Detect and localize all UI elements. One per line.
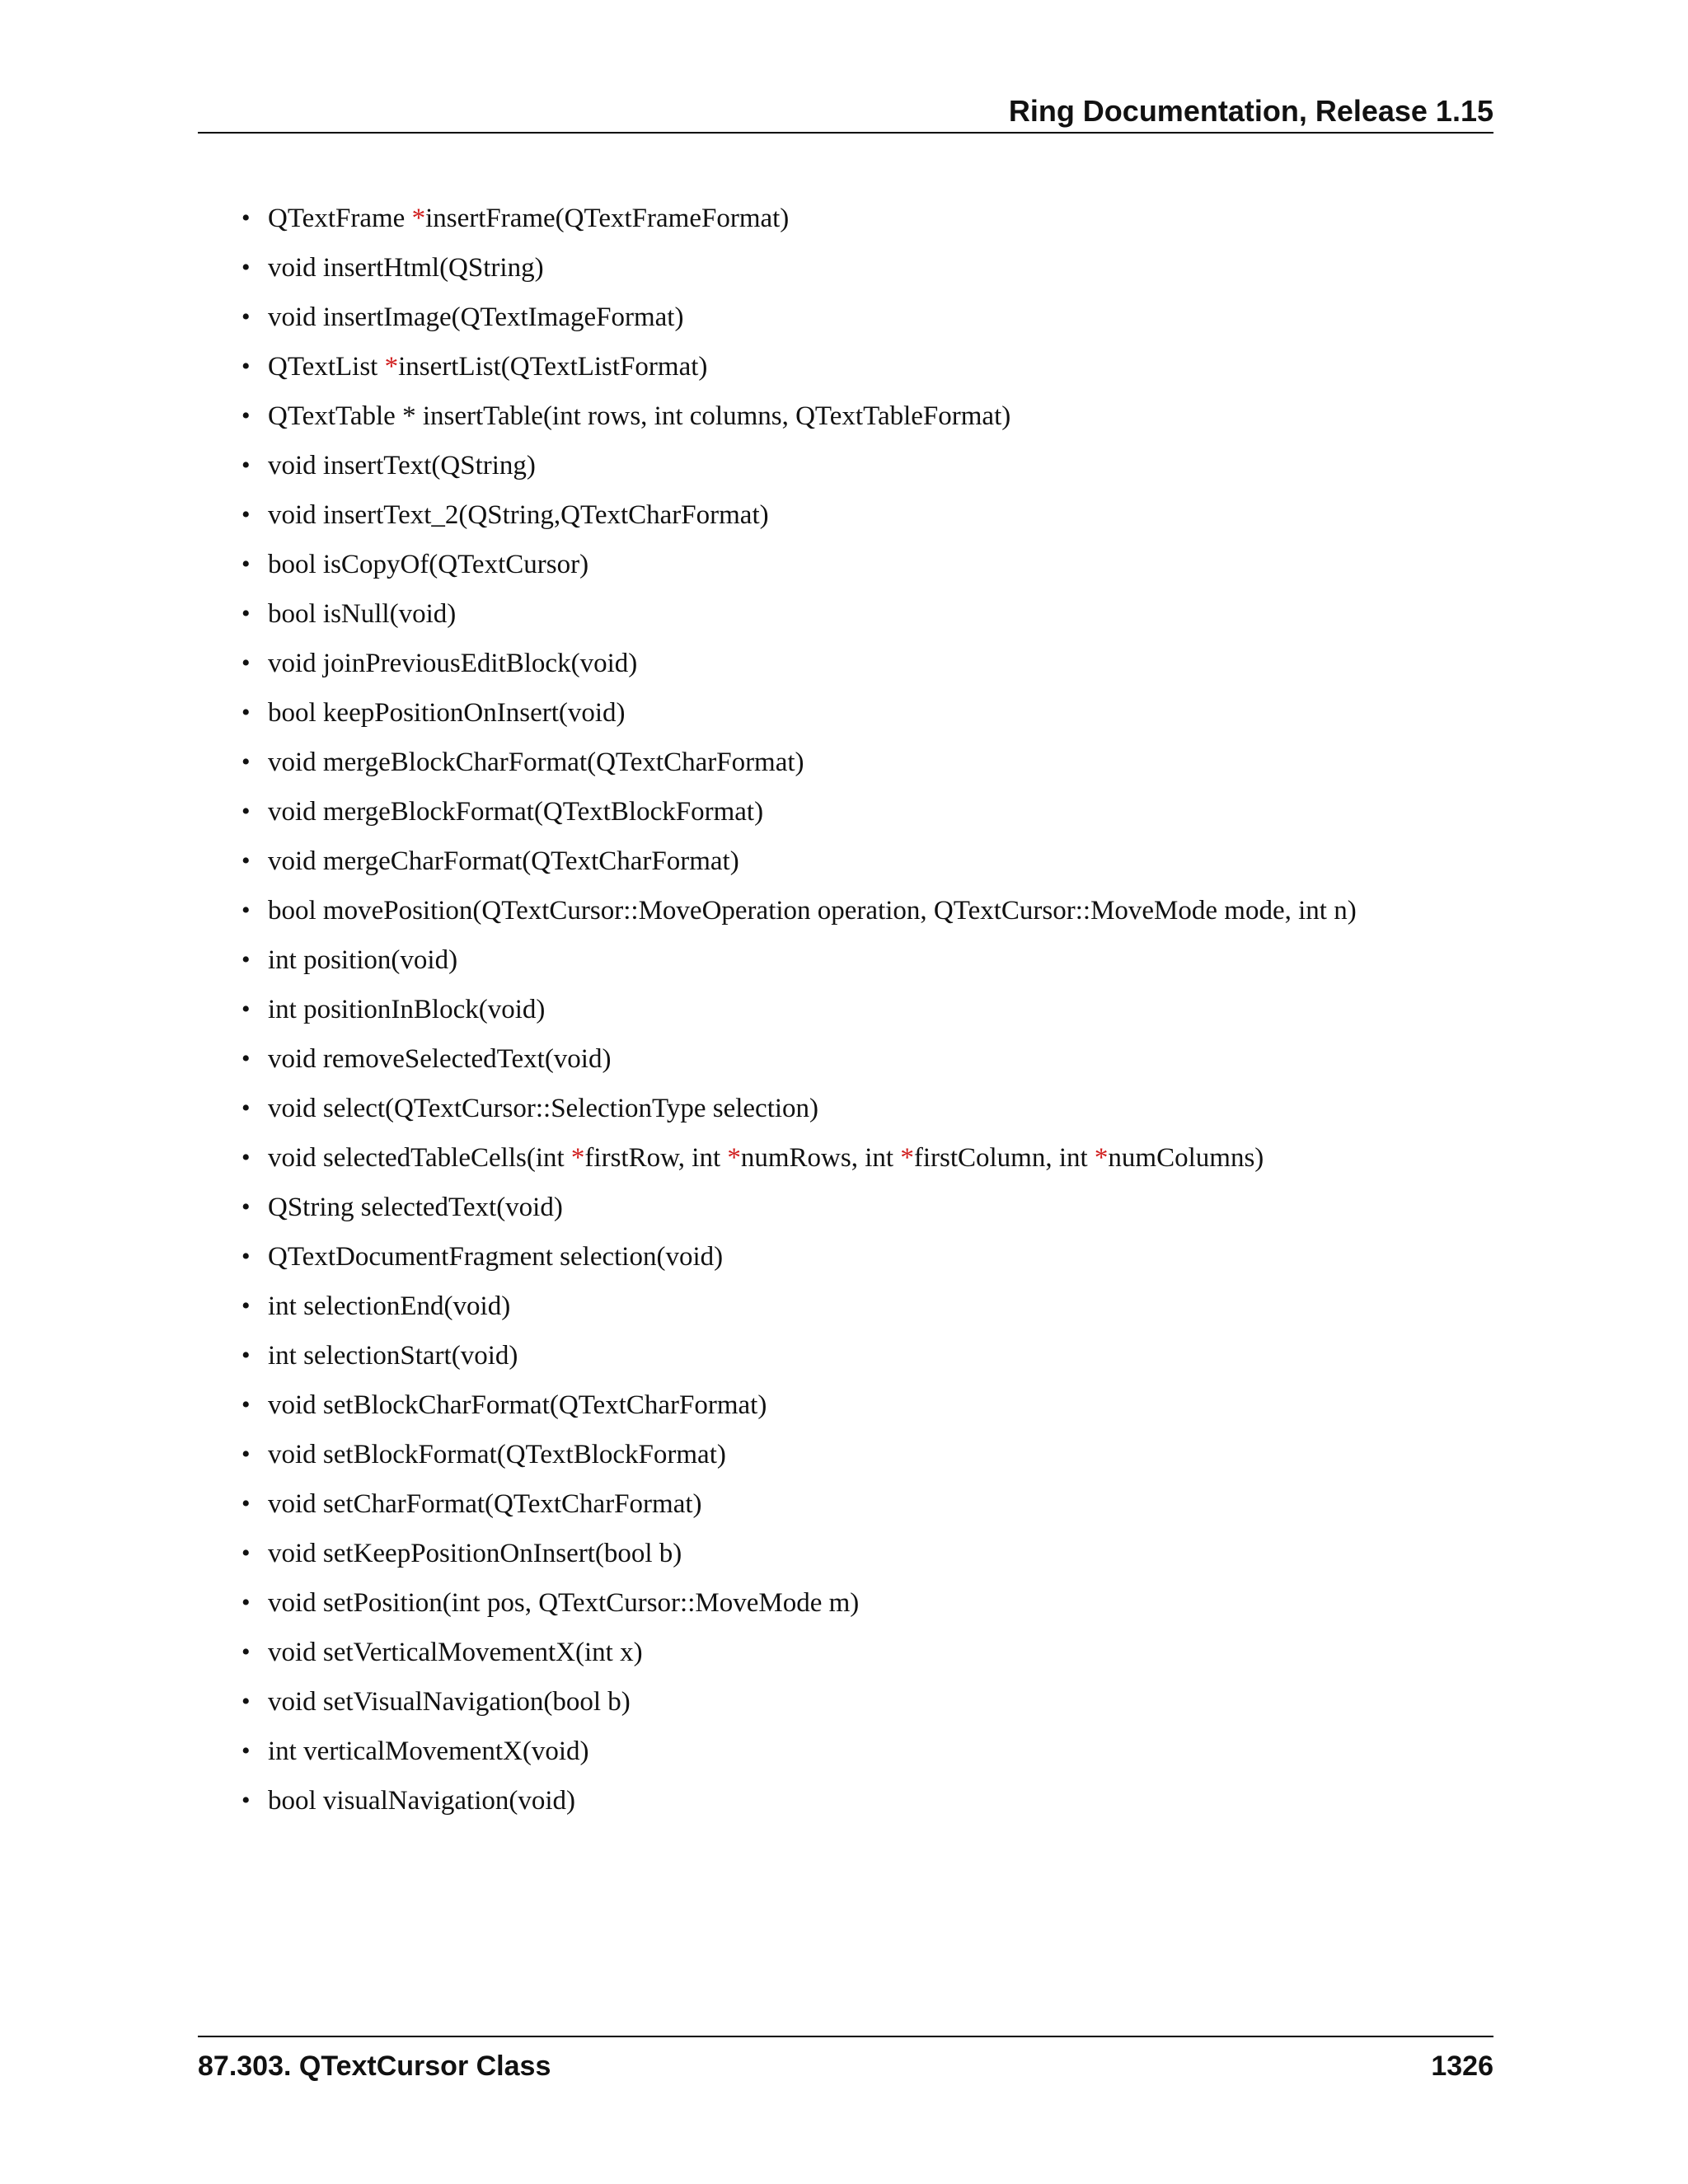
list-item — [239, 1183, 1492, 1232]
list-item — [239, 1727, 1492, 1776]
list-item — [239, 540, 1492, 589]
list-item — [239, 342, 1492, 391]
method-signature-text: QTextDocumentFragment selection(void) — [268, 1242, 724, 1272]
bullet-icon: • — [241, 996, 251, 1023]
list-item — [239, 243, 1492, 293]
method-signature-text: insertList(QTextListFormat) — [398, 352, 708, 382]
bullet-icon: • — [241, 1391, 251, 1418]
list-item — [239, 738, 1492, 787]
bullet-icon: • — [241, 303, 251, 330]
method-signature-text: bool isCopyOf(QTextCursor) — [268, 550, 589, 579]
method-signature-text: void insertText(QString) — [268, 451, 536, 480]
list-item — [239, 1628, 1492, 1677]
method-list — [239, 194, 1492, 1825]
method-signature-text: QTextList — [268, 352, 385, 382]
list-item — [239, 1034, 1492, 1084]
bullet-icon: • — [241, 649, 251, 677]
page-header — [198, 92, 1493, 134]
header-title: Ring Documentation, Release 1.15 — [1008, 94, 1493, 128]
method-signature-text: void setCharFormat(QTextCharFormat) — [268, 1489, 702, 1519]
list-item — [239, 1331, 1492, 1380]
list-item — [239, 1133, 1492, 1183]
footer-section-title: 87.303. QTextCursor Class — [198, 2050, 551, 2082]
list-item — [239, 1677, 1492, 1727]
method-signature-text: void setBlockFormat(QTextBlockFormat) — [268, 1440, 726, 1469]
method-signature-text: int selectionEnd(void) — [268, 1291, 511, 1321]
list-item — [239, 688, 1492, 738]
bullet-icon: • — [241, 1490, 251, 1517]
bullet-icon: • — [241, 1144, 251, 1171]
list-item — [239, 441, 1492, 490]
method-signature-text: numColumns) — [1108, 1143, 1264, 1173]
bullet-icon: • — [241, 1787, 251, 1814]
list-item — [239, 293, 1492, 342]
bullet-icon: • — [241, 1342, 251, 1369]
method-signature-text: firstColumn, int — [913, 1143, 1095, 1173]
method-signature-text: bool isNull(void) — [268, 599, 457, 629]
pointer-asterisk: * — [570, 1143, 585, 1173]
list-item — [239, 1084, 1492, 1133]
page-content — [239, 194, 1492, 1825]
list-item — [239, 1578, 1492, 1628]
bullet-icon: • — [241, 1045, 251, 1072]
bullet-icon: • — [241, 1688, 251, 1715]
method-signature-text: int selectionStart(void) — [268, 1341, 518, 1371]
list-item — [239, 1479, 1492, 1529]
method-signature-text: void mergeCharFormat(QTextCharFormat) — [268, 846, 739, 876]
bullet-icon: • — [241, 847, 251, 874]
method-signature-text: bool movePosition(QTextCursor::MoveOperation operation, QTextCursor::MoveMode mode, int n) — [268, 896, 1357, 926]
bullet-icon: • — [241, 1292, 251, 1319]
method-signature-text: void setVerticalMovementX(int x) — [268, 1638, 643, 1667]
method-signature-text: int position(void) — [268, 945, 458, 975]
method-signature-text: void setBlockCharFormat(QTextCharFormat) — [268, 1390, 767, 1420]
list-item — [239, 985, 1492, 1034]
list-item — [239, 935, 1492, 985]
method-signature-text: bool visualNavigation(void) — [268, 1786, 576, 1816]
bullet-icon: • — [241, 551, 251, 578]
list-item — [239, 1776, 1492, 1825]
method-signature-text: void insertImage(QTextImageFormat) — [268, 302, 684, 332]
pointer-asterisk: * — [1094, 1143, 1109, 1173]
bullet-icon: • — [241, 353, 251, 380]
bullet-icon: • — [241, 254, 251, 281]
list-item — [239, 787, 1492, 837]
bullet-icon: • — [241, 1193, 251, 1221]
bullet-icon: • — [241, 452, 251, 479]
list-item — [239, 1380, 1492, 1430]
list-item — [239, 391, 1492, 441]
pointer-asterisk: * — [900, 1143, 914, 1173]
method-signature-text: void insertText_2(QString,QTextCharFormat) — [268, 500, 769, 530]
method-signature-text: void insertHtml(QString) — [268, 253, 544, 283]
method-signature-text: insertFrame(QTextFrameFormat) — [425, 204, 790, 233]
bullet-icon: • — [241, 748, 251, 776]
pointer-asterisk: * — [411, 204, 426, 233]
bullet-icon: • — [241, 204, 251, 232]
pointer-asterisk: * — [384, 352, 399, 382]
list-item — [239, 589, 1492, 639]
method-signature-text: int positionInBlock(void) — [268, 995, 546, 1024]
method-signature-text: void mergeBlockCharFormat(QTextCharFormat) — [268, 748, 804, 777]
bullet-icon: • — [241, 1243, 251, 1270]
bullet-icon: • — [241, 1094, 251, 1122]
method-signature-text: void setPosition(int pos, QTextCursor::MoveMode m) — [268, 1588, 860, 1618]
bullet-icon: • — [241, 402, 251, 429]
list-item — [239, 1430, 1492, 1479]
method-signature-text: firstRow, int — [584, 1143, 728, 1173]
list-item — [239, 837, 1492, 886]
method-signature-text: QTextFrame — [268, 204, 412, 233]
list-item — [239, 886, 1492, 935]
method-signature-text: int verticalMovementX(void) — [268, 1736, 589, 1766]
bullet-icon: • — [241, 946, 251, 973]
method-signature-text: void removeSelectedText(void) — [268, 1044, 612, 1074]
bullet-icon: • — [241, 501, 251, 528]
bullet-icon: • — [241, 600, 251, 627]
list-item — [239, 194, 1492, 243]
list-item — [239, 639, 1492, 688]
footer-page-number: 1326 — [1431, 2050, 1493, 2082]
bullet-icon: • — [241, 1638, 251, 1666]
list-item — [239, 1282, 1492, 1331]
method-signature-text: void selectedTableCells(int — [268, 1143, 571, 1173]
bullet-icon: • — [241, 1540, 251, 1567]
bullet-icon: • — [241, 897, 251, 924]
list-item — [239, 490, 1492, 540]
method-signature-text: void setKeepPositionOnInsert(bool b) — [268, 1539, 682, 1568]
method-signature-text: QString selectedText(void) — [268, 1193, 563, 1222]
bullet-icon: • — [241, 798, 251, 825]
method-signature-text: void setVisualNavigation(bool b) — [268, 1687, 631, 1717]
bullet-icon: • — [241, 1589, 251, 1616]
pointer-asterisk: * — [727, 1143, 741, 1173]
method-signature-text: bool keepPositionOnInsert(void) — [268, 698, 626, 728]
method-signature-text: void select(QTextCursor::SelectionType selection) — [268, 1094, 819, 1123]
method-signature-text: numRows, int — [740, 1143, 901, 1173]
method-signature-text: QTextTable * insertTable(int rows, int columns, QTextTableFormat) — [268, 401, 1011, 431]
list-item — [239, 1529, 1492, 1578]
method-signature-text: void mergeBlockFormat(QTextBlockFormat) — [268, 797, 764, 827]
page-footer — [198, 2036, 1493, 2087]
bullet-icon: • — [241, 1737, 251, 1765]
list-item — [239, 1232, 1492, 1282]
bullet-icon: • — [241, 1441, 251, 1468]
bullet-icon: • — [241, 699, 251, 726]
method-signature-text: void joinPreviousEditBlock(void) — [268, 649, 638, 678]
